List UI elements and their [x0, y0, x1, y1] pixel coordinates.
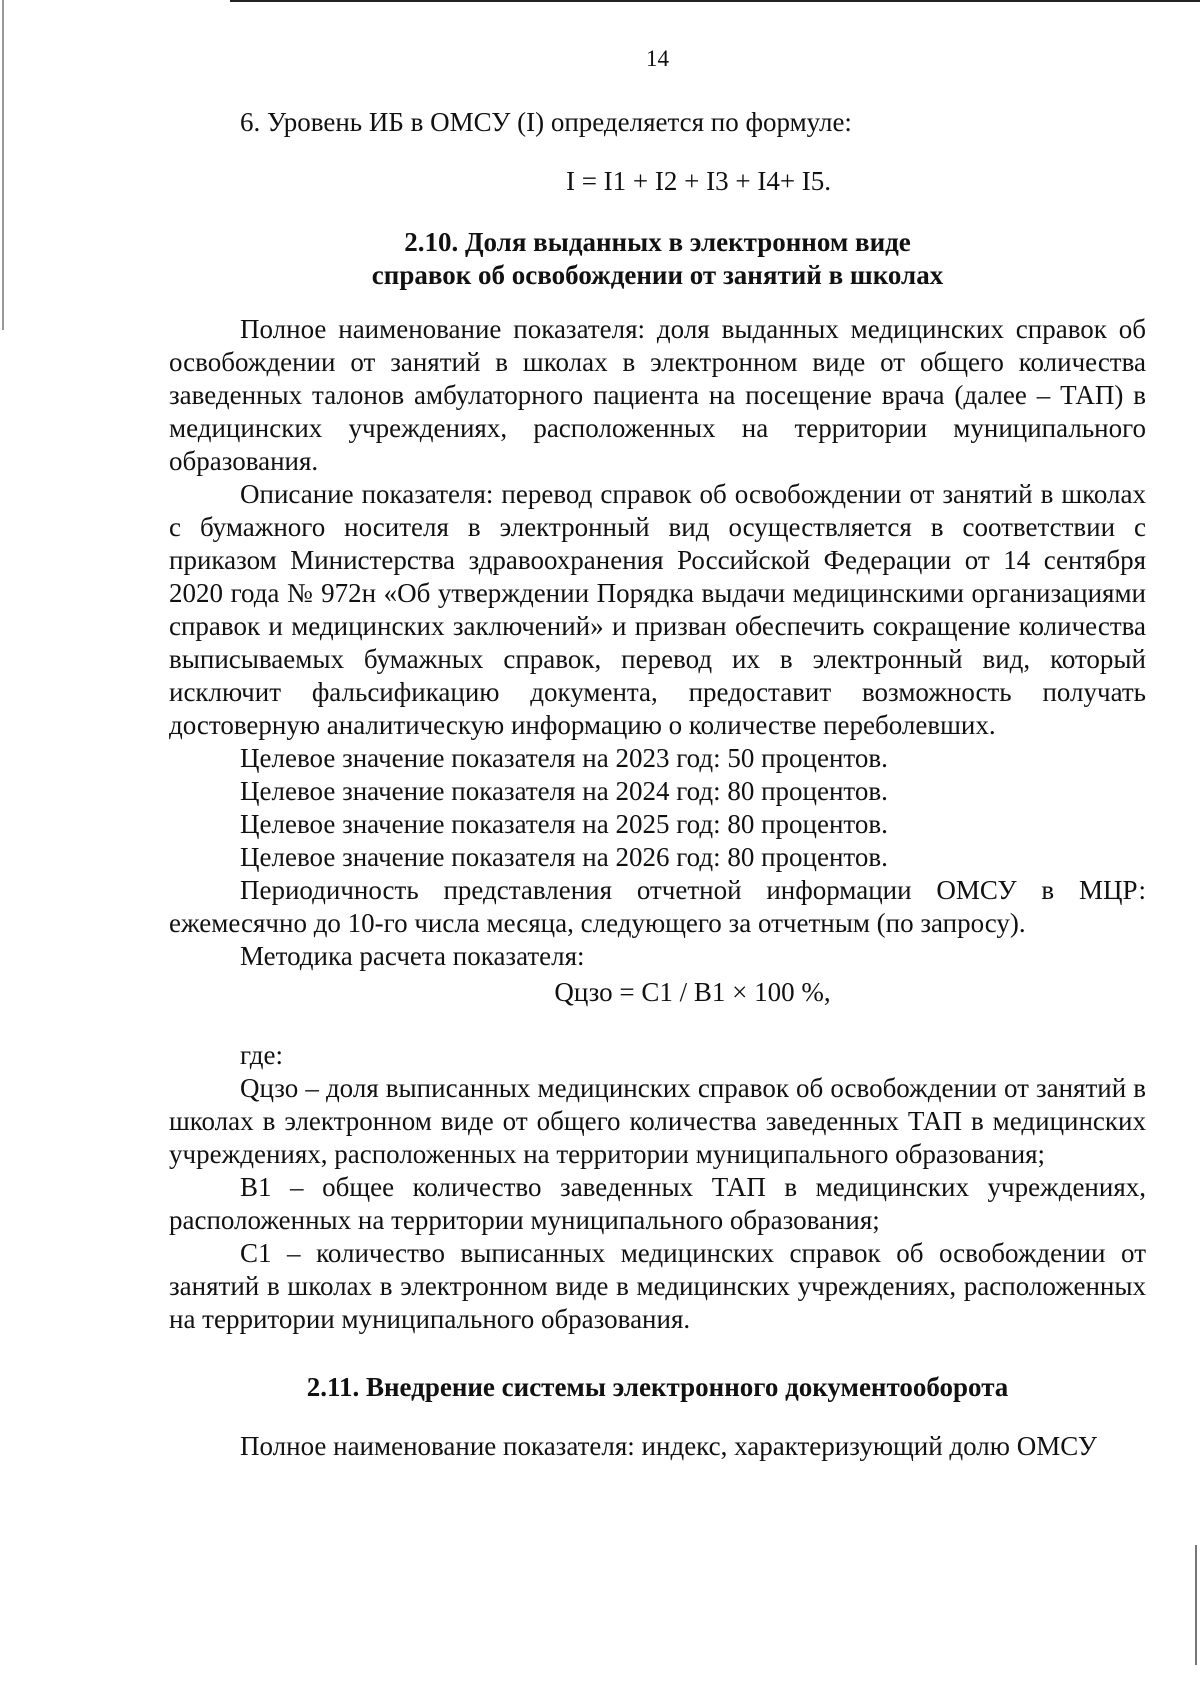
section-2-11-heading-text: 2.11. Внедрение системы электронного документооборота — [306, 1372, 1009, 1402]
definitions-block — [169, 1039, 1146, 1336]
definition-qczo: Qцзо – доля выписанных медицинских справок об освобождении от занятий в школах в электронном виде от общего количества заведенных ТАП в медицинских учреждениях, расположенных на территории муниципального образования; — [169, 1073, 1146, 1169]
reporting-periodicity: Периодичность представления отчетной информации ОМСУ в МЦР: ежемесячно до 10-го числа месяца, следующего за отчетным (по запросу). — [169, 875, 1146, 938]
indicator-description: Описание показателя: перевод справок об освобождении от занятий в школах с бумажного носителя в электронный вид осуществляется в соответствии с приказом Министерства здравоохранения Российской Федерации от 14 сентября 2020 года № 972н «Об утверждении Порядка выдачи медицинскими организациями справок и медицинских заключений» и призван обеспечить сокращение количества выписываемых бумажных справок, перевод их в электронный вид, который исключит фальсификацию документа, предоставит возможность получать достоверную аналитическую информацию о количестве переболевших. — [169, 479, 1146, 740]
scan-edge-left — [2, 0, 4, 330]
definition-b1: B1 – общее количество заведенных ТАП в медицинских учреждениях, расположенных на территории муниципального образования; — [169, 1172, 1146, 1235]
intro-line: 6. Уровень ИБ в ОМСУ (I) определяется по формуле: — [240, 107, 852, 137]
section-2-11-body — [169, 1430, 1146, 1463]
section-2-10-body — [169, 313, 1146, 973]
intro-paragraph — [169, 106, 1146, 139]
section-2-10-heading — [169, 226, 1146, 292]
scan-edge-right — [1195, 1545, 1197, 1665]
formula-block-1 — [169, 165, 1146, 198]
calculation-method-label: Методика расчета показателя: — [240, 941, 585, 971]
target-value-2025: Целевое значение показателя на 2025 год: 80 процентов. — [240, 809, 888, 839]
definition-c1: C1 – количество выписанных медицинских справок об освобождении от занятий в школах в электронном виде в медицинских учреждениях, расположенных на территории муниципального образования. — [169, 1238, 1146, 1334]
target-value-2024: Целевое значение показателя на 2024 год: 80 процентов. — [240, 776, 888, 806]
formula-block-2 — [169, 976, 1146, 1009]
target-value-2023: Целевое значение показателя на 2023 год: 50 процентов. — [240, 743, 888, 773]
section-2-11-full-name: Полное наименование показателя: индекс, характеризующий долю ОМСУ — [240, 1431, 1097, 1461]
section-2-10-heading-line-1: 2.10. Доля выданных в электронном виде — [404, 227, 911, 257]
formula-qczo: Qцзо = C1 / B1 × 100 %, — [554, 977, 831, 1007]
section-2-11-heading — [169, 1371, 1146, 1404]
scan-edge-top — [230, 0, 1200, 2]
indicator-full-name: Полное наименование показателя: доля выданных медицинских справок об освобождении от занятий в школах в электронном виде от общего количества заведенных талонов амбулаторного пациента на посещение врача (далее – ТАП) в медицинских учреждениях, расположенных на территории муниципального образования. — [169, 314, 1146, 476]
target-value-2026: Целевое значение показателя на 2026 год: 80 процентов. — [240, 842, 888, 872]
section-2-10-heading-line-2: справок об освобождении от занятий в школах — [371, 260, 944, 290]
page-number: 14 — [646, 46, 669, 71]
formula-ib-level: I = I1 + I2 + I3 + I4+ I5. — [565, 166, 832, 196]
where-label: где: — [240, 1040, 283, 1070]
